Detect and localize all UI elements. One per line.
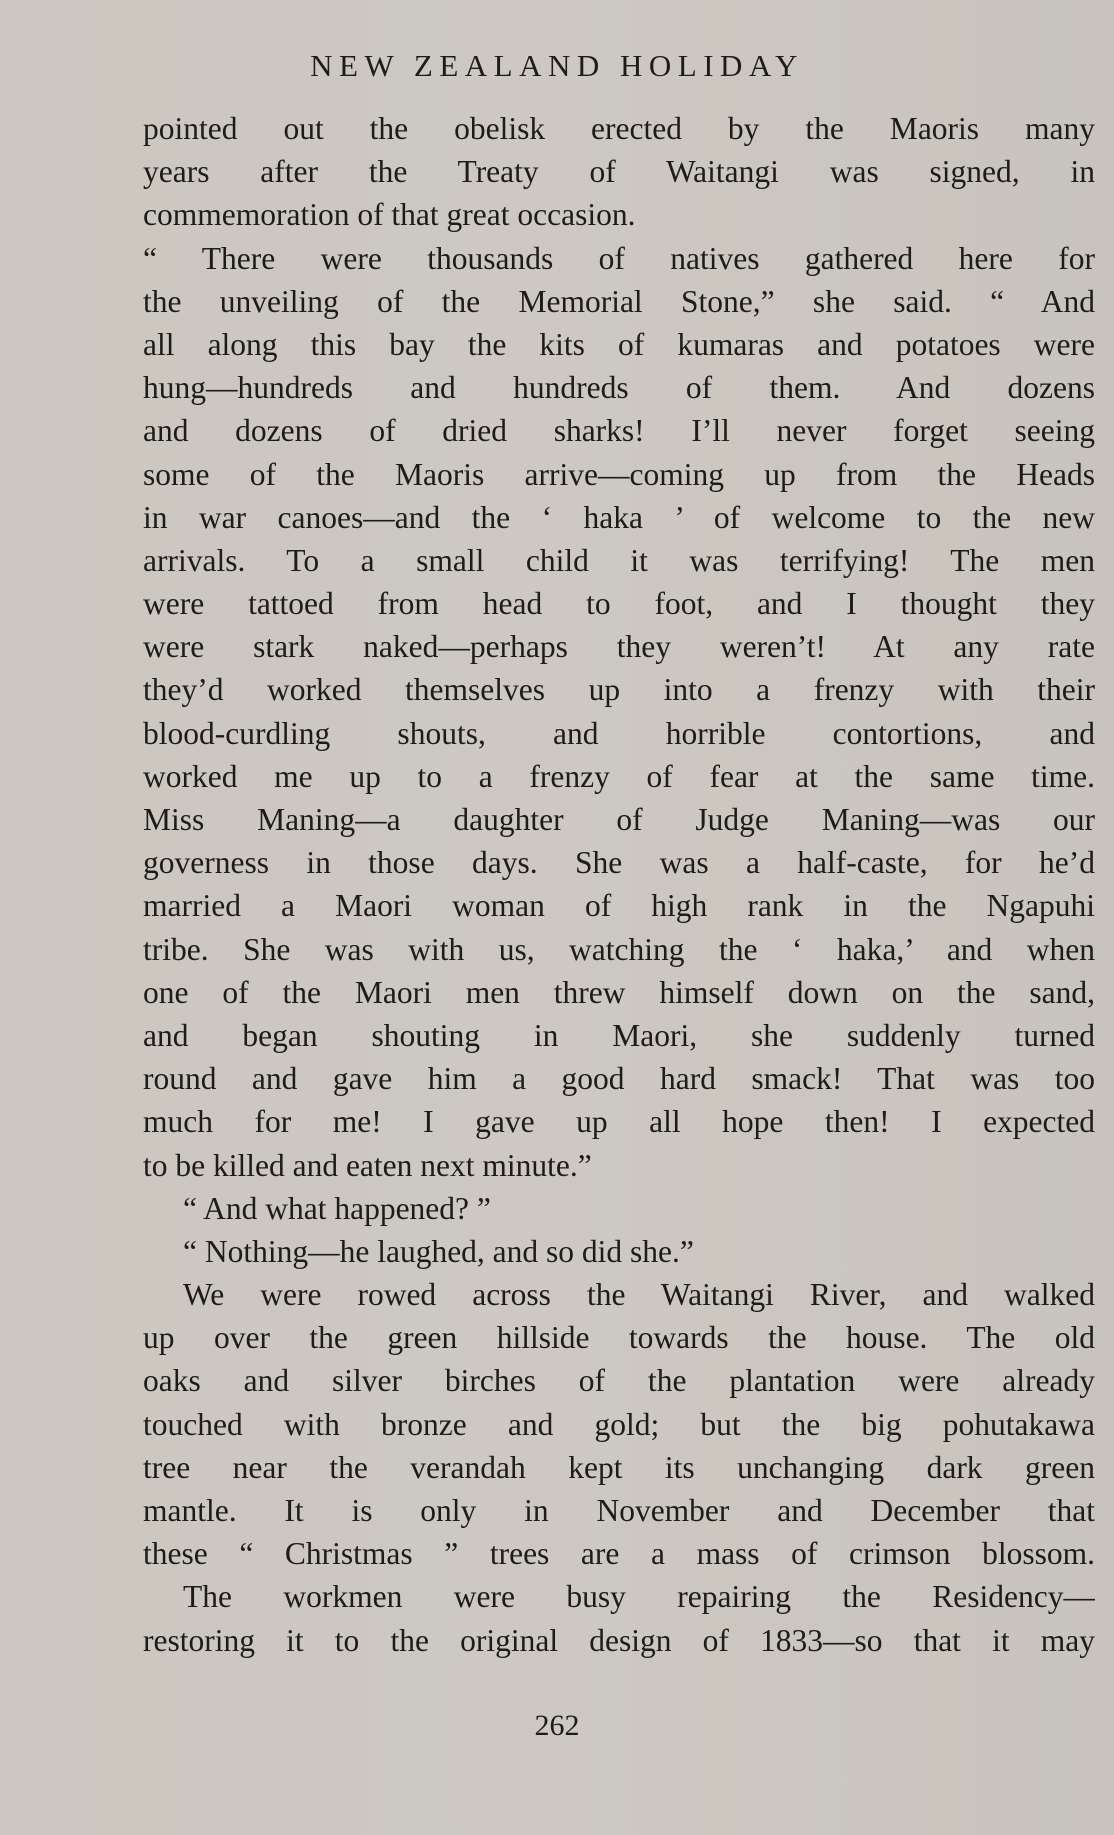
text-line: up over the green hillside towards the house. The old (143, 1320, 1095, 1356)
text-line: commemoration of that great occasion. (143, 197, 636, 233)
text-line: these “ Christmas ” trees are a mass of crimson blossom. (143, 1536, 1095, 1572)
text-line: they’d worked themselves up into a frenzy with their (143, 672, 1095, 708)
text-line: mantle. It is only in November and December that (143, 1493, 1095, 1528)
text-line: and began shouting in Maori, she suddenly turned (143, 1017, 1095, 1053)
text-line: hung—hundreds and hundreds of them. And dozens (143, 370, 1095, 406)
text-line: arrivals. To a small child it was terrifying! The men (143, 542, 1095, 578)
text-line: married a Maori woman of high rank in the Ngapuhi (143, 888, 1095, 924)
text-line: “ Nothing—he laughed, and so did she.” (183, 1233, 694, 1269)
text-line: restoring it to the original design of 1833—so that it may (143, 1622, 1095, 1658)
text-line: round and gave him a good hard smack! That was too (143, 1061, 1095, 1097)
text-line: in war canoes—and the ‘ haka ’ of welcome to the new (143, 499, 1095, 535)
text-line: some of the Maoris arrive—coming up from the Heads (143, 456, 1095, 492)
text-line: Miss Maning—a daughter of Judge Maning—was our (143, 802, 1095, 837)
text-line: the unveiling of the Memorial Stone,” she said. “ And (143, 283, 1095, 319)
text-line: The workmen were busy repairing the Residency— (183, 1579, 1095, 1615)
text-line: pointed out the obelisk erected by the Maoris many (143, 111, 1095, 146)
text-line: touched with bronze and gold; but the big pohutakawa (143, 1406, 1095, 1442)
text-line: tribe. She was with us, watching the ‘ haka,’ and when (143, 931, 1095, 967)
text-line: “ There were thousands of natives gathered here for (143, 240, 1095, 276)
text-line: to be killed and eaten next minute.” (143, 1147, 592, 1183)
text-line: all along this bay the kits of kumaras and potatoes were (143, 326, 1095, 362)
text-line: much for me! I gave up all hope then! I expected (143, 1104, 1095, 1140)
page-number: 262 (534, 1709, 580, 1742)
text-line: blood-curdling shouts, and horrible contortions, and (143, 715, 1095, 751)
text-line: were tattoed from head to foot, and I thought they (143, 586, 1095, 622)
text-line: We were rowed across the Waitangi River, and walked (183, 1277, 1095, 1313)
running-head: NEW ZEALAND HOLIDAY (310, 48, 804, 83)
text-line: years after the Treaty of Waitangi was signed, in (143, 154, 1095, 190)
text-line: “ And what happened? ” (183, 1190, 491, 1226)
text-line: were stark naked—perhaps they weren’t! At any rate (143, 629, 1095, 665)
text-line: tree near the verandah kept its unchanging dark green (143, 1449, 1095, 1485)
text-line: worked me up to a frenzy of fear at the same time. (143, 758, 1095, 794)
text-line: and dozens of dried sharks! I’ll never forget seeing (143, 413, 1095, 449)
body-text (143, 107, 1095, 1662)
text-line: one of the Maori men threw himself down on the sand, (143, 974, 1095, 1010)
text-line: oaks and silver birches of the plantation were already (143, 1363, 1095, 1399)
text-line: governess in those days. She was a half-caste, for he’d (143, 845, 1095, 881)
